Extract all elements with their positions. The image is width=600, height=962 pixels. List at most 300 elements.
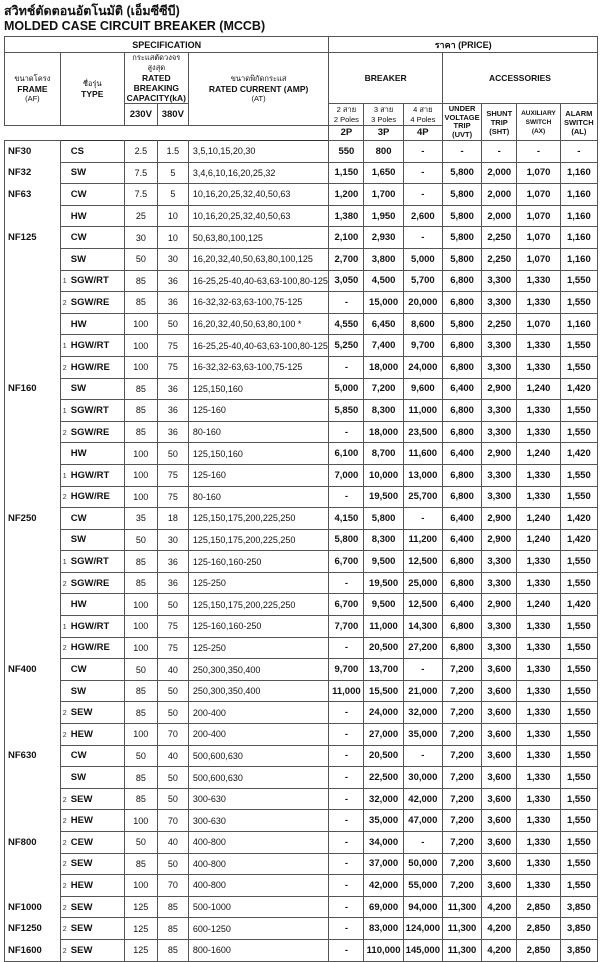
type-mark: 2 [62,904,67,912]
v380-cell: 30 [157,529,188,551]
v230-cell: 7.5 [124,162,157,184]
type-cell [60,378,124,400]
table-row [5,227,598,249]
ax-price-cell: 2,850 [517,918,560,940]
type-mark: 2 [62,299,67,307]
frame-cell [5,551,61,573]
table-row [5,292,598,314]
sht-price-cell: 3,600 [482,767,517,789]
ax-price-cell: 1,070 [517,313,560,335]
current-cell: 600-1250 [188,918,329,940]
type-label: SW [70,772,87,784]
price-3p-cell: 8,300 [364,529,403,551]
table-row [5,810,598,832]
current-header: ขนาดพิกัดกระแส RATED CURRENT (AMP) (AT) [188,53,329,126]
price-4p-cell: 11,600 [403,443,442,465]
frame-cell: NF125 [5,227,61,249]
v230-cell: 85 [124,292,157,314]
uvt-price-cell: 7,200 [442,767,481,789]
al-price-cell: 1,160 [560,184,597,206]
v380-cell: 36 [157,551,188,573]
frame-cell [5,810,61,832]
current-cell: 125,150,175,200,225,250 [188,529,329,551]
price-4p-cell: - [403,659,442,681]
price-2p-cell: 4,150 [329,508,364,530]
price-3p-cell: 13,700 [364,659,403,681]
price-4p-cell: - [403,184,442,206]
price-2p-cell: 6,700 [329,594,364,616]
al-price-cell: 1,420 [560,529,597,551]
price-3p-cell: 5,800 [364,508,403,530]
v380-cell: 18 [157,508,188,530]
table-row [5,637,598,659]
price-3p-cell: 34,000 [364,832,403,854]
v380-cell: 36 [157,572,188,594]
uvt-price-cell: 6,400 [442,378,481,400]
table-row [5,162,598,184]
type-cell [60,616,124,638]
price-4p-cell: 21,000 [403,680,442,702]
uvt-price-cell: 6,800 [442,464,481,486]
price-4p-cell: 12,500 [403,594,442,616]
table-row [5,939,598,961]
uvt-price-cell: 6,800 [442,486,481,508]
current-cell: 16,20,32,40,50,63,80,100,125 [188,248,329,270]
price-2p-cell: - [329,918,364,940]
sht-price-cell: 3,600 [482,702,517,724]
price-2p-cell: - [329,832,364,854]
sht-price-cell: 2,900 [482,508,517,530]
price-4p-cell: 35,000 [403,724,442,746]
type-mark: 1 [62,472,67,480]
price-3p-cell: 9,500 [364,594,403,616]
price-3p-cell: 8,300 [364,400,403,422]
price-3p-cell: 37,000 [364,853,403,875]
current-cell: 16-25,25-40,40-63,63-100,80-125 [188,335,329,357]
ax-price-cell: 2,850 [517,939,560,961]
type-label: HW [70,318,87,330]
sht-price-cell: 3,600 [482,810,517,832]
price-4p-cell: 2,600 [403,205,442,227]
al-header: ALARM SWITCH (AL) [560,104,597,141]
table-row [5,918,598,940]
price-4p-cell: 11,200 [403,529,442,551]
table-row [5,248,598,270]
type-label: SEW [70,858,93,870]
frame-cell [5,529,61,551]
uvt-price-cell: 6,800 [442,616,481,638]
table-row [5,788,598,810]
uvt-price-cell: 7,200 [442,832,481,854]
type-label: SW [70,534,87,546]
price-2p-cell: - [329,939,364,961]
price-4p-cell: 9,600 [403,378,442,400]
ax-price-cell: 1,070 [517,162,560,184]
price-3p-cell: 3,800 [364,248,403,270]
type-mark: 2 [62,839,67,847]
type-cell [60,832,124,854]
table-row [5,400,598,422]
ax-price-cell: - [517,141,560,163]
type-cell [60,421,124,443]
table-row [5,572,598,594]
ax-price-cell: 1,330 [517,637,560,659]
sht-price-cell: 3,600 [482,853,517,875]
al-price-cell: 1,550 [560,335,597,357]
frame-cell [5,205,61,227]
uvt-price-cell: 6,800 [442,421,481,443]
al-price-cell: 1,160 [560,205,597,227]
v380-cell: 5 [157,184,188,206]
table-row [5,745,598,767]
price-2p-cell: - [329,745,364,767]
page-header [0,0,600,36]
current-cell: 16,20,32,40,50,63,80,100 * [188,313,329,335]
al-price-cell: 1,550 [560,724,597,746]
v230-cell: 100 [124,724,157,746]
price-3p-cell: 8,700 [364,443,403,465]
price-2p-cell: 2,700 [329,248,364,270]
type-label: SW [70,685,87,697]
type-label: CW [70,512,87,524]
price-4p-cell: 47,000 [403,810,442,832]
table-row [5,659,598,681]
v230-cell: 100 [124,443,157,465]
v230-cell: 50 [124,529,157,551]
al-price-cell: 1,550 [560,702,597,724]
frame-cell: NF800 [5,832,61,854]
type-mark: 1 [62,343,67,351]
al-price-cell: 1,420 [560,508,597,530]
type-label: SEW [70,707,93,719]
current-cell: 500,600,630 [188,767,329,789]
table-row [5,702,598,724]
type-mark: 2 [62,947,67,955]
price-3p-cell: 83,000 [364,918,403,940]
price-3p-cell: 24,000 [364,702,403,724]
price-4p-cell: - [403,832,442,854]
sht-price-cell: 3,600 [482,832,517,854]
current-cell: 250,300,350,400 [188,680,329,702]
current-cell: 200-400 [188,724,329,746]
price-2p-cell: 1,200 [329,184,364,206]
al-price-cell: 1,160 [560,313,597,335]
uvt-price-cell: 6,400 [442,594,481,616]
breaker-header: BREAKER [329,53,443,104]
type-header: ชื่อรุ่น TYPE [60,53,124,126]
price-4p-cell: - [403,508,442,530]
price-3p-cell: 9,500 [364,551,403,573]
price-2p-cell: - [329,896,364,918]
price-3p-cell: 6,450 [364,313,403,335]
al-price-cell: 1,550 [560,400,597,422]
frame-cell: NF32 [5,162,61,184]
sht-header: SHUNT TRIP (SHT) [482,104,517,141]
type-cell [60,356,124,378]
v230-cell: 100 [124,875,157,897]
table-row [5,356,598,378]
type-mark: 2 [62,926,67,934]
price-4p-cell: - [403,162,442,184]
frame-header: ขนาดโครง FRAME (AF) [5,53,61,126]
price-3p-cell: 1,950 [364,205,403,227]
v230-cell: 100 [124,464,157,486]
price-4p-cell: - [403,141,442,163]
price-3p-cell: 7,400 [364,335,403,357]
frame-cell: NF400 [5,659,61,681]
al-price-cell: 1,550 [560,486,597,508]
type-mark: 1 [62,623,67,631]
current-cell: 200-400 [188,702,329,724]
price-2p-cell: 1,150 [329,162,364,184]
v230-cell: 100 [124,637,157,659]
sht-price-cell: 3,300 [482,464,517,486]
uvt-header: UNDER VOLTAGE TRIP (UVT) [442,104,481,141]
sht-price-cell: 3,300 [482,637,517,659]
v380-cell: 75 [157,335,188,357]
v380-cell: 36 [157,378,188,400]
type-label: CS [70,145,84,157]
v230-cell: 85 [124,853,157,875]
price-2p-cell: - [329,356,364,378]
uvt-price-cell: 6,800 [442,335,481,357]
type-cell [60,486,124,508]
uvt-price-cell: 11,300 [442,918,481,940]
price-2p-cell: 7,000 [329,464,364,486]
sht-price-cell: 2,250 [482,227,517,249]
table-row [5,767,598,789]
uvt-price-cell: 5,800 [442,248,481,270]
sht-price-cell: 2,000 [482,205,517,227]
type-mark: 2 [62,818,67,826]
type-label: HEW [70,728,93,740]
type-mark: 2 [62,364,67,372]
frame-cell: NF30 [5,141,61,163]
ax-price-cell: 1,330 [517,767,560,789]
price-3p-cell: 15,000 [364,292,403,314]
price-2p-cell: - [329,637,364,659]
ax-price-cell: 1,070 [517,248,560,270]
specification-header: SPECIFICATION [5,37,329,53]
price-4p-cell: 23,500 [403,421,442,443]
price-3p-cell: 10,000 [364,464,403,486]
al-price-cell: 1,550 [560,616,597,638]
price-3p-cell: 19,500 [364,572,403,594]
current-cell: 10,16,20,25,32,40,50,63 [188,184,329,206]
type-cell [60,335,124,357]
current-cell: 125,150,160 [188,443,329,465]
price-2p-cell: 6,700 [329,551,364,573]
table-row [5,335,598,357]
al-price-cell: 1,160 [560,162,597,184]
table-row [5,680,598,702]
uvt-price-cell: 7,200 [442,788,481,810]
type-mark: 1 [62,559,67,567]
ax-price-cell: 1,330 [517,400,560,422]
type-mark: 2 [62,796,67,804]
price-4p-cell: 42,000 [403,788,442,810]
price-4p-cell: 25,700 [403,486,442,508]
type-cell [60,141,124,163]
sht-price-cell: 2,900 [482,529,517,551]
price-header: ราคา (PRICE) [329,37,598,53]
type-label: HGW/RT [70,620,110,632]
al-price-cell: 1,550 [560,745,597,767]
frame-cell [5,572,61,594]
type-label: SEW [70,944,93,956]
v380-cell: 40 [157,832,188,854]
type-cell [60,292,124,314]
sht-price-cell: 3,600 [482,659,517,681]
ax-price-cell: 1,240 [517,594,560,616]
frame-cell [5,594,61,616]
price-3p-cell: 7,200 [364,378,403,400]
price-4p-cell: 50,000 [403,853,442,875]
v230-cell: 25 [124,205,157,227]
table-row [5,270,598,292]
v380-cell: 10 [157,205,188,227]
frame-cell: NF160 [5,378,61,400]
capacity-header: กระแสตัดวงจรสูงสุด RATED BREAKING CAPACITY(kA) [124,53,188,104]
current-cell: 500-1000 [188,896,329,918]
v380-cell: 36 [157,400,188,422]
table-row [5,508,598,530]
table-row [5,724,598,746]
current-cell: 125-160 [188,400,329,422]
type-cell [60,702,124,724]
ax-price-cell: 1,330 [517,724,560,746]
type-cell [60,918,124,940]
type-cell [60,875,124,897]
v230-cell: 100 [124,486,157,508]
uvt-price-cell: 5,800 [442,205,481,227]
price-4p-cell: 13,000 [403,464,442,486]
type-mark: 2 [62,710,67,718]
v380-cell: 50 [157,702,188,724]
al-price-cell: 1,550 [560,659,597,681]
uvt-price-cell: 7,200 [442,745,481,767]
current-cell: 80-160 [188,421,329,443]
frame-cell [5,443,61,465]
v380-cell: 50 [157,680,188,702]
al-price-cell: 1,550 [560,356,597,378]
ax-price-cell: 2,850 [517,896,560,918]
accessories-header: ACCESSORIES [442,53,597,104]
type-label: CW [70,188,87,200]
v230-cell: 85 [124,680,157,702]
current-cell: 125,150,175,200,225,250 [188,594,329,616]
price-2p-cell: 6,100 [329,443,364,465]
type-cell [60,313,124,335]
price-3p-cell: 800 [364,141,403,163]
al-price-cell: - [560,141,597,163]
current-cell: 125-250 [188,572,329,594]
frame-cell [5,853,61,875]
price-table [4,36,598,962]
type-label: SW [70,167,87,179]
v230-cell: 100 [124,810,157,832]
current-cell: 10,16,20,25,32,40,50,63 [188,205,329,227]
current-cell: 125-160 [188,464,329,486]
v230-cell: 100 [124,313,157,335]
v380-cell: 36 [157,421,188,443]
type-label: SGW/RT [70,404,109,416]
title-english: MOLDED CASE CIRCUIT BREAKER (MCCB) [4,19,266,33]
price-2p-cell: - [329,810,364,832]
table-row [5,875,598,897]
price-3p-cell: 32,000 [364,788,403,810]
uvt-price-cell: 6,800 [442,400,481,422]
type-label: HGW/RE [70,361,110,373]
frame-cell [5,313,61,335]
v230-cell: 125 [124,896,157,918]
frame-cell [5,680,61,702]
type-mark: 2 [62,580,67,588]
price-2p-cell: - [329,875,364,897]
price-4p-cell: 145,000 [403,939,442,961]
sht-price-cell: 3,300 [482,292,517,314]
type-cell [60,896,124,918]
price-3p-cell: 22,500 [364,767,403,789]
v380-cell: 75 [157,637,188,659]
current-cell: 125-160,160-250 [188,551,329,573]
type-cell [60,788,124,810]
type-cell [60,939,124,961]
v380-cell: 75 [157,464,188,486]
type-mark: 2 [62,882,67,890]
type-cell [60,227,124,249]
p4-header: 4P [403,126,442,141]
al-price-cell: 1,420 [560,378,597,400]
poles-2-header: 2 สาย 2 Poles [329,104,364,126]
sht-price-cell: 3,300 [482,400,517,422]
ax-price-cell: 1,330 [517,616,560,638]
sht-price-cell: 3,600 [482,724,517,746]
type-mark: 2 [62,429,67,437]
al-price-cell: 1,550 [560,292,597,314]
table-row [5,853,598,875]
frame-cell [5,637,61,659]
current-cell: 3,4,6,10,16,20,25,32 [188,162,329,184]
type-label: SEW [70,793,93,805]
v230-cell: 50 [124,248,157,270]
frame-cell: NF63 [5,184,61,206]
table-row [5,184,598,206]
v380-cell: 85 [157,918,188,940]
current-cell: 16-32,32-63,63-100,75-125 [188,292,329,314]
price-2p-cell: 5,800 [329,529,364,551]
type-label: HGW/RE [70,642,110,654]
p2-header: 2P [329,126,364,141]
al-price-cell: 1,160 [560,227,597,249]
current-cell: 16-25,25-40,40-63,63-100,80-125 [188,270,329,292]
sht-price-cell: 3,300 [482,486,517,508]
table-row [5,616,598,638]
v380-cell: 50 [157,767,188,789]
ax-price-cell: 1,330 [517,356,560,378]
type-label: HGW/RT [70,340,110,352]
type-cell [60,810,124,832]
type-cell [60,637,124,659]
uvt-price-cell: 6,800 [442,292,481,314]
v380-cell: 70 [157,724,188,746]
sht-price-cell: 2,900 [482,594,517,616]
v380-cell: 50 [157,853,188,875]
table-row [5,421,598,443]
price-4p-cell: 94,000 [403,896,442,918]
current-cell: 80-160 [188,486,329,508]
frame-cell [5,356,61,378]
